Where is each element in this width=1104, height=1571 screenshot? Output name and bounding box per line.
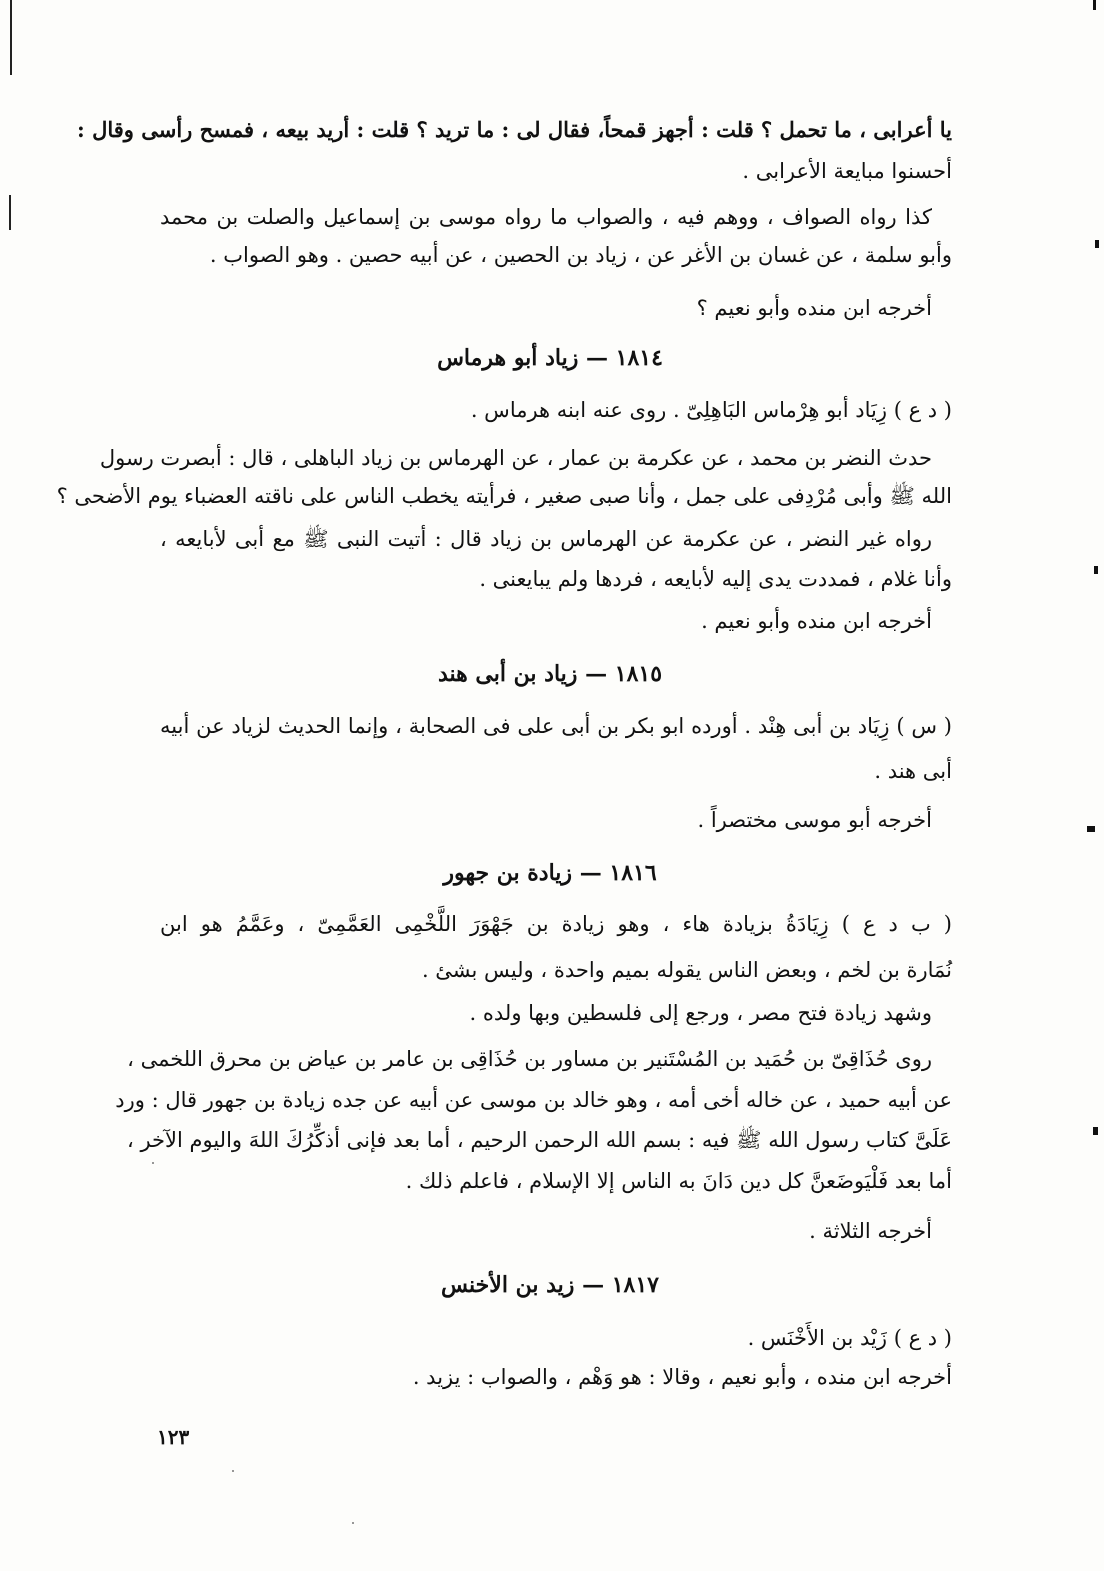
text-line: ( ب د ع ) زِيَادَةُ بزيادة هاء ، وهو زيادة بن جَهْوَرَ اللَّخْمِى العَمَّمِىّ ، وعَمَّمُ هو ابن — [160, 912, 952, 936]
text-line: أخرجه أبو موسى مختصراً . — [697, 808, 932, 832]
text-line: وأبو سلمة ، عن غسان بن الأغر عن ، زياد بن الحصين ، عن أبيه حصين . وهو الصواب . — [209, 243, 952, 267]
margin-mark — [1095, 240, 1099, 248]
speck — [352, 1522, 354, 1524]
text-line: نُمَارة بن لخم ، وبعض الناس يقوله بميم واحدة ، وليس بشئ . — [421, 958, 952, 982]
margin-mark — [1087, 826, 1095, 832]
text-line: وشهد زيادة فتح مصر ، ورجع إلى فلسطين وبها ولده . — [469, 1001, 932, 1025]
entry-heading: ١٨١٥ — زياد بن أبى هند — [437, 661, 663, 687]
text-line: كذا رواه الصواف ، ووهم فيه ، والصواب ما رواه موسى بن إسماعيل والصلت بن محمد — [160, 205, 932, 229]
speck — [152, 1162, 154, 1164]
text-line: ( د ع ) زِيَاد أبو هِرْماس البَاهِلِىّ . روى عنه ابنه هرماس . — [470, 398, 952, 422]
text-line: أخرجه ابن منده وأبو نعيم ؟ — [696, 296, 932, 320]
text-line: أبى هند . — [874, 759, 952, 783]
margin-mark — [1094, 566, 1098, 574]
text-line: رواه غير النضر ، عن عكرمة عن الهرماس بن زياد قال : أتيت النبى ﷺ مع أبى لأبايعه ، — [160, 527, 932, 551]
entry-heading: ١٨١٤ — زياد أبو هرماس — [437, 345, 663, 371]
text-line: يا أعرابى ، ما تحمل ؟ قلت : أجهز قمحاً، فقال لى : ما تريد ؟ قلت : أريد بيعه ، فمسح رأسى وقال : — [77, 117, 952, 142]
left-margin-line — [10, 0, 12, 75]
text-line: عن أبيه حميد ، عن خاله أخى أمه ، وهو خالد بن موسى عن أبيه عن جده زيادة بن جهور قال : ورد — [115, 1088, 952, 1112]
entry-heading: ١٨١٦ — زيادة بن جهور — [443, 860, 657, 886]
page-number: ١٢٣ — [157, 1425, 190, 1449]
speck — [232, 1470, 234, 1472]
text-line: أحسنوا مبايعة الأعرابى . — [742, 159, 952, 183]
entry-heading: ١٨١٧ — زيد بن الأخنس — [440, 1272, 659, 1298]
text-line: عَلَىَّ كتاب رسول الله ﷺ فيه : بسم الله الرحمن الرحيم ، أما بعد فإنى أذكِّرُكَ اللهَ واليوم الآخر ، — [126, 1128, 952, 1152]
text-line: وأنا غلام ، فمددت يدى إليه لأبايعه ، فردها ولم يبايعنى . — [479, 567, 952, 591]
text-line: أخرجه ابن منده ، وأبو نعيم ، وقالا : هو وَهْم ، والصواب : يزيد . — [412, 1365, 952, 1389]
text-line: حدث النضر بن محمد ، عن عكرمة بن عمار ، عن الهرماس بن زياد الباهلى ، قال : أبصرت رسول — [99, 446, 932, 470]
text-line: ( د ع ) زَيْد بن الأَخْنَس . — [747, 1326, 952, 1350]
margin-mark — [1093, 0, 1096, 10]
text-line: الله ﷺ وأبى مُرْدِفى على جمل ، وأنا صبى صغير ، فرأيته يخطب الناس على ناقته العضباء يوم الأضحى ؟ — [56, 484, 952, 508]
margin-mark — [1093, 1127, 1098, 1135]
text-line: أما بعد فَلْيَوضَعنَّ كل دين دَانَ به الناس إلا الإسلام ، فاعلم ذلك . — [405, 1169, 952, 1193]
left-margin-line-lower — [9, 195, 11, 230]
text-line: روى حُذَاقِىّ بن حُمَيد بن المُسْتَنير بن مساور بن حُذَاقِى بن عامر بن عياض بن محرق اللخمى ، — [127, 1047, 932, 1071]
text-line: ( س ) زِيَاد بن أبى هِنْد . أورده ابو بكر بن أبى على فى الصحابة ، وإنما الحديث لزياد عن أبيه — [160, 714, 952, 738]
text-line: أخرجه الثلاثة . — [809, 1219, 932, 1243]
text-line: أخرجه ابن منده وأبو نعيم . — [701, 609, 932, 633]
